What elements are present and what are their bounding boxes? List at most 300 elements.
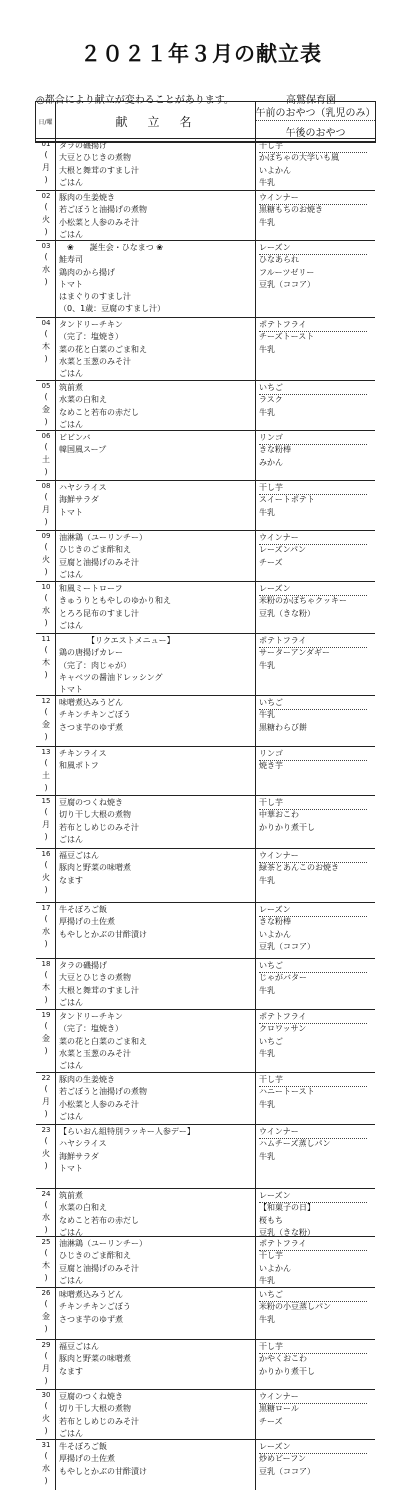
snack-text: 干し芋: [259, 482, 367, 495]
snack-cell: [256, 431, 375, 480]
day-of-week: ( 木 ): [42, 970, 50, 1004]
day-of-week: ( 水 ): [42, 1451, 50, 1485]
pm-snack-item: [259, 507, 375, 519]
menu-cell: [56, 381, 256, 430]
table-row: [36, 430, 375, 480]
day-number: 03: [41, 242, 51, 250]
day-of-week: ( 水 ): [42, 914, 50, 948]
pm-snack-column-header: 午後のおやつ: [285, 127, 346, 139]
snack-text: ひなあられ: [259, 255, 299, 265]
snack-text: ウインナー: [259, 532, 367, 545]
menu-item: ごはん: [59, 1428, 83, 1438]
menu-item: 味噌煮込みうどん: [59, 1290, 123, 1299]
menu-item: 福豆ごはん: [59, 1342, 99, 1351]
snack-cell: [256, 1073, 375, 1124]
pm-snack-item: [259, 822, 375, 834]
menu-item: 厚揚げの土佐煮: [59, 1454, 115, 1464]
snack-text: 牛乳: [259, 1151, 275, 1161]
snack-text: 牛乳: [259, 177, 275, 187]
snack-text: 中華おこわ: [259, 810, 299, 820]
day-cell: [36, 582, 56, 633]
snack-text: レーズン: [259, 242, 367, 255]
menu-item: なます: [59, 875, 83, 885]
am-snack-item: [259, 140, 375, 152]
table-row: [36, 1072, 375, 1124]
day-of-week: ( 月 ): [42, 150, 50, 184]
table-row: [36, 190, 375, 240]
notice-text: ◎都合により献立が変わることがあります。: [36, 95, 234, 106]
day-of-week: ( 火 ): [42, 1136, 50, 1170]
day-cell: [36, 1125, 56, 1188]
am-snack-item: [259, 748, 375, 760]
table-row: [36, 1188, 375, 1236]
snack-text: 牛乳: [259, 710, 275, 720]
pm-snack-item: [259, 1036, 375, 1048]
snack-text: ウインナー: [259, 192, 367, 205]
snack-text: 豆乳（ココア）: [259, 279, 315, 289]
menu-item: 油淋鶏（ユーリンチー）: [59, 533, 147, 542]
am-snack-item: [259, 1126, 375, 1138]
menu-item: きゅうりともやしのゆかり和え: [59, 596, 171, 606]
snack-text: 豆乳（きな粉）: [259, 1227, 315, 1236]
pm-snack-item: [259, 972, 375, 984]
snack-cell: [256, 747, 375, 795]
pm-snack-item: [259, 1215, 375, 1227]
table-row: [36, 695, 375, 746]
day-of-week: ( 火 ): [42, 860, 50, 894]
menu-cell: [56, 796, 256, 848]
menu-item: 味噌煮込みうどん: [59, 698, 123, 707]
snack-cell: [256, 241, 375, 317]
menu-cell: [56, 959, 256, 1009]
table-row: [36, 1009, 375, 1072]
menu-item: 海鮮サラダ: [59, 1151, 99, 1161]
snack-text: ポテトフライ: [259, 319, 367, 332]
menu-item: （完了：塩焼き）: [59, 332, 123, 342]
day-cell: [36, 318, 56, 380]
menu-cell: [56, 139, 256, 190]
pm-snack-item: [259, 254, 375, 266]
snack-text: 牛乳: [259, 507, 275, 517]
menu-cell: [56, 634, 256, 695]
am-snack-item: [259, 1441, 375, 1453]
pm-snack-item: [259, 1227, 375, 1236]
pm-snack-item: [259, 444, 375, 456]
pm-snack-item: [259, 1023, 375, 1035]
snack-text: かりかり煮干し: [259, 1366, 315, 1376]
day-of-week: ( 火 ): [42, 202, 50, 236]
day-number: 17: [41, 904, 51, 912]
menu-item: 豆腐と油揚げのみそ汁: [59, 1263, 139, 1273]
snack-cell: [256, 849, 375, 902]
menu-item: 和風ポトフ: [59, 761, 99, 771]
menu-item: ひじきのごま酢和え: [59, 1251, 131, 1261]
menu-item: はまぐりのすまし汁: [59, 292, 131, 302]
day-cell: [36, 1073, 56, 1124]
snack-text: 豆乳（ココア）: [259, 1466, 315, 1476]
snack-text: 炒めビーフン: [259, 1454, 306, 1464]
menu-cell: [56, 1189, 256, 1236]
menu-item: 豚肉と野菜の味噌煮: [59, 1354, 131, 1364]
menu-item: 牛そぼろご飯: [59, 1442, 107, 1451]
table-row: [36, 1389, 375, 1439]
pm-snack-item: [259, 557, 375, 569]
table-row: [36, 958, 375, 1009]
am-snack-item: [259, 1289, 375, 1301]
snack-text: 干し芋: [259, 1251, 283, 1261]
menu-item: とろろ昆布のすまし汁: [59, 608, 139, 618]
menu-cell: [56, 1440, 256, 1490]
day-of-week: ( 木 ): [42, 645, 50, 679]
snack-text: いちご: [259, 382, 367, 395]
pm-snack-item: [259, 457, 375, 469]
snack-text: ウインナー: [259, 1391, 367, 1404]
pm-snack-item: [259, 279, 375, 291]
snack-text: 緑茶とあんこのお焼き: [259, 863, 339, 873]
menu-item: 牛そぼろご飯: [59, 905, 107, 914]
snack-text: チーズ: [259, 1416, 283, 1426]
am-snack-item: [259, 382, 375, 394]
menu-item: 水菜と玉葱のみそ汁: [59, 356, 131, 366]
snack-text: レーズン: [259, 583, 367, 596]
pm-snack-item: [259, 1048, 375, 1060]
pm-snack-item: [259, 165, 375, 177]
table-row: [36, 380, 375, 430]
menu-item: ごはん: [59, 1227, 83, 1236]
day-number: 31: [41, 1441, 51, 1449]
snack-text: いちご: [259, 697, 367, 710]
menu-item: 小松菜と人参のみそ汁: [59, 1099, 139, 1109]
snack-text: ポテトフライ: [259, 1011, 367, 1024]
table-row: [36, 1236, 375, 1287]
snack-text: 焼き芋: [259, 761, 283, 771]
snack-cell: [256, 481, 375, 530]
snack-cell: [256, 381, 375, 430]
pm-snack-item: [259, 1202, 375, 1214]
snack-cell: [256, 1440, 375, 1490]
snack-text: 【和菓子の日】: [259, 1203, 315, 1213]
menu-item: ごはん: [59, 369, 83, 379]
am-snack-item: [259, 904, 375, 916]
snack-text: チーズ: [259, 557, 283, 567]
am-snack-item: [259, 432, 375, 444]
menu-item: 水菜の白和え: [59, 1203, 107, 1213]
menu-item: ごはん: [59, 177, 83, 187]
day-number: 02: [41, 192, 51, 200]
page-title: ２０２１年３月の献立表: [80, 42, 322, 66]
snack-text: チーズトースト: [259, 332, 315, 342]
snack-text: レーズン: [259, 904, 367, 917]
day-number: 24: [41, 1190, 51, 1198]
menu-column-header: 献 立 名: [56, 102, 256, 141]
menu-cell: [56, 1390, 256, 1439]
pm-snack-item: [259, 862, 375, 874]
menu-item: （完了：塩焼き）: [59, 1024, 123, 1034]
menu-item: 福豆ごはん: [59, 851, 99, 860]
menu-item: 若ごぼうと油揚げの煮物: [59, 1087, 147, 1097]
day-number: 05: [41, 382, 51, 390]
snack-text: じゃがバター: [259, 973, 307, 983]
pm-snack-item: [259, 1366, 375, 1378]
day-number: 04: [41, 319, 51, 327]
day-of-week: ( 金 ): [42, 1021, 50, 1055]
snack-cell: [256, 696, 375, 746]
menu-item: なます: [59, 1366, 83, 1376]
day-cell: [36, 1010, 56, 1072]
day-cell: [36, 634, 56, 695]
menu-item: 豆腐のつくね焼き: [59, 1392, 123, 1401]
snack-text: 牛乳: [259, 1275, 275, 1285]
menu-item: 大根と舞茸のすまし汁: [59, 985, 139, 995]
pm-snack-item: [259, 722, 375, 734]
am-snack-item: [259, 242, 375, 254]
snack-text: 米粉のかぼちゃクッキー: [259, 596, 347, 606]
day-number: 19: [41, 1011, 51, 1019]
snack-text: いよかん: [259, 929, 291, 939]
day-number: 16: [41, 850, 51, 858]
snack-text: レーズンパン: [259, 545, 307, 555]
menu-cell: [56, 1073, 256, 1124]
menu-item: 豆腐と油揚げのみそ汁: [59, 557, 139, 567]
pm-snack-item: [259, 1466, 375, 1478]
menu-item: 若ごぼうと油揚げの煮物: [59, 205, 147, 215]
snack-text: 干し芋: [259, 797, 367, 810]
snack-text: みかん: [259, 457, 283, 467]
menu-item: 豚肉の生姜焼き: [59, 193, 115, 202]
day-number: 09: [41, 532, 51, 540]
pm-snack-item: [259, 494, 375, 506]
snack-text: ハニートースト: [259, 1087, 315, 1097]
am-snack-item: [259, 1011, 375, 1023]
menu-cell: [56, 582, 256, 633]
snack-text: いちご: [259, 1289, 367, 1302]
pm-snack-item: [259, 760, 375, 772]
pm-snack-item: [259, 1099, 375, 1111]
table-row: [36, 530, 375, 581]
menu-cell: [56, 241, 256, 317]
snack-cell: [256, 634, 375, 695]
snack-text: クロワッサン: [259, 1024, 307, 1034]
table-row: [36, 902, 375, 958]
menu-item: 水菜の白和え: [59, 395, 107, 405]
menu-item: ごはん: [59, 997, 83, 1007]
menu-item: ごはん: [59, 1061, 83, 1071]
pm-snack-item: [259, 152, 375, 164]
day-cell: [36, 431, 56, 480]
day-number: 15: [41, 797, 51, 805]
table-row: [36, 1287, 375, 1339]
menu-item: 韓国風スープ: [59, 445, 107, 455]
snack-text: きな粉棒: [259, 445, 291, 455]
day-number: 06: [41, 432, 51, 440]
pm-snack-item: [259, 331, 375, 343]
am-snack-item: [259, 532, 375, 544]
menu-item: 和風ミートローフ: [59, 584, 123, 593]
snack-text: かりかり煮干し: [259, 822, 315, 832]
snack-cell: [256, 1125, 375, 1188]
snack-text: レーズン: [259, 1190, 367, 1203]
pm-snack-item: [259, 1138, 375, 1150]
snack-text: 牛乳: [259, 1314, 275, 1324]
am-snack-item: [259, 797, 375, 809]
pm-snack-item: [259, 941, 375, 953]
pm-snack-item: [259, 1416, 375, 1428]
am-snack-item: [259, 1238, 375, 1250]
pm-snack-item: [259, 217, 375, 229]
snack-cell: [256, 318, 375, 380]
pm-snack-item: [259, 1275, 375, 1287]
day-number: 11: [41, 635, 51, 643]
pm-snack-item: [259, 809, 375, 821]
day-cell: [36, 481, 56, 530]
day-of-week: ( 土 ): [42, 442, 50, 476]
day-cell: [36, 191, 56, 240]
menu-item: （完了：肉じゃが）: [59, 660, 131, 670]
day-number: 08: [41, 482, 51, 490]
snack-text: レーズン: [259, 1441, 367, 1454]
table-row: [36, 240, 375, 317]
snack-text: 牛乳: [259, 1048, 275, 1058]
menu-item: ハヤシライス: [59, 1139, 107, 1149]
day-of-week: ( 水 ): [42, 1200, 50, 1234]
day-of-week: ( 月 ): [42, 1351, 50, 1385]
day-number: 23: [41, 1126, 51, 1134]
day-cell: [36, 1237, 56, 1287]
snack-text: 黒糖もちのお焼き: [259, 205, 323, 215]
menu-item: ごはん: [59, 229, 83, 239]
pm-snack-item: [259, 1263, 375, 1275]
menu-cell: [56, 191, 256, 240]
day-number: 25: [41, 1238, 51, 1246]
am-snack-item: [259, 1341, 375, 1353]
day-cell: [36, 241, 56, 317]
snack-cell: [256, 1237, 375, 1287]
menu-cell: [56, 1340, 256, 1389]
menu-table: [35, 101, 376, 1485]
day-cell: [36, 796, 56, 848]
pm-snack-item: [259, 916, 375, 928]
table-row: [36, 795, 375, 848]
snack-text: いよかん: [259, 1263, 291, 1273]
menu-item: もやしとかぶの甘酢漬け: [59, 929, 147, 939]
pm-snack-item: [259, 1314, 375, 1326]
pm-snack-item: [259, 1086, 375, 1098]
snack-text: ウインナー: [259, 1126, 367, 1139]
menu-item: ごはん: [59, 620, 83, 630]
day-number: 22: [41, 1074, 51, 1082]
pm-snack-item: [259, 647, 375, 659]
menu-item: 切り干し大根の煮物: [59, 810, 131, 820]
menu-item: 水菜と玉葱のみそ汁: [59, 1048, 131, 1058]
pm-snack-item: [259, 177, 375, 189]
table-row: [36, 480, 375, 530]
menu-item: トマト: [59, 279, 83, 289]
am-snack-item: [259, 1074, 375, 1086]
menu-item: 厚揚げの土佐煮: [59, 917, 115, 927]
menu-item: 若布としめじのみそ汁: [59, 1416, 139, 1426]
menu-cell: [56, 1125, 256, 1188]
day-of-week: ( 火 ): [42, 542, 50, 576]
menu-cell: [56, 531, 256, 581]
menu-item: ごはん: [59, 834, 83, 844]
snack-text: 黒糖ロール: [259, 1404, 299, 1414]
menu-item: 豚肉の生姜焼き: [59, 1075, 115, 1084]
day-of-week: ( 金 ): [42, 707, 50, 741]
menu-item: なめこと若布の赤だし: [59, 407, 139, 417]
menu-item: タンドリーチキン: [59, 320, 123, 329]
snack-text: 牛乳: [259, 875, 275, 885]
menu-item: 油淋鶏（ユーリンチー）: [59, 1239, 147, 1248]
snack-text: いちご: [259, 960, 367, 973]
pm-snack-item: [259, 929, 375, 941]
menu-item: タラの磯揚げ: [59, 961, 107, 970]
menu-cell: [56, 1288, 256, 1339]
menu-item: 【リクエストメニュー】: [59, 636, 175, 645]
day-cell: [36, 1440, 56, 1490]
menu-item: ごはん: [59, 1111, 83, 1121]
day-cell: [36, 1340, 56, 1389]
pm-snack-item: [259, 267, 375, 279]
table-row: [36, 1124, 375, 1188]
snack-text: 黒糖わらび餅: [259, 722, 307, 732]
day-of-week: ( 月 ): [42, 807, 50, 841]
menu-item: ひじきのごま酢和え: [59, 545, 131, 555]
day-cell: [36, 1288, 56, 1339]
menu-cell: [56, 1237, 256, 1287]
snack-text: サーターアンダギー: [259, 648, 330, 658]
pm-snack-item: [259, 1301, 375, 1313]
am-snack-item: [259, 192, 375, 204]
menu-item: 鮭寿司: [59, 255, 83, 265]
pm-snack-item: [259, 1453, 375, 1465]
snack-cell: [256, 582, 375, 633]
am-snack-item: [259, 635, 375, 647]
am-snack-item: [259, 583, 375, 595]
day-number: 01: [41, 140, 51, 148]
menu-item: ハヤシライス: [59, 483, 107, 492]
snack-cell: [256, 531, 375, 581]
snack-text: 干し芋: [259, 1074, 367, 1087]
organization-name: 高鷲保育園: [286, 95, 336, 106]
menu-cell: [56, 747, 256, 795]
day-of-week: ( 金 ): [42, 1299, 50, 1333]
menu-item: 若布としめじのみそ汁: [59, 822, 139, 832]
day-of-week: ( 水 ): [42, 593, 50, 627]
menu-cell: [56, 903, 256, 958]
menu-item: さつま芋のゆず煮: [59, 722, 123, 732]
day-number: 18: [41, 960, 51, 968]
day-of-week: ( 水 ): [42, 252, 50, 286]
menu-cell: [56, 1010, 256, 1072]
day-cell: [36, 1189, 56, 1236]
am-snack-item: [259, 1391, 375, 1403]
am-snack-column-header: 午前のおやつ（乳児のみ）: [256, 102, 375, 121]
snack-text: 干し芋: [259, 140, 367, 153]
table-header: [36, 102, 375, 142]
menu-cell: [56, 431, 256, 480]
menu-item: ごはん: [59, 419, 83, 429]
day-of-week: ( 木 ): [42, 329, 50, 363]
menu-item: もやしとかぶの甘酢漬け: [59, 1466, 147, 1476]
menu-item: 菜の花と白菜のごま和え: [59, 1036, 147, 1046]
day-number: 30: [41, 1391, 51, 1399]
pm-snack-item: [259, 544, 375, 556]
menu-item: ❀ 誕生会・ひなまつ ❀: [59, 243, 163, 252]
snack-text: スイートポテト: [259, 495, 315, 505]
snack-cell: [256, 1288, 375, 1339]
menu-item: キャベツの醤油ドレッシング: [59, 672, 163, 682]
menu-cell: [56, 481, 256, 530]
